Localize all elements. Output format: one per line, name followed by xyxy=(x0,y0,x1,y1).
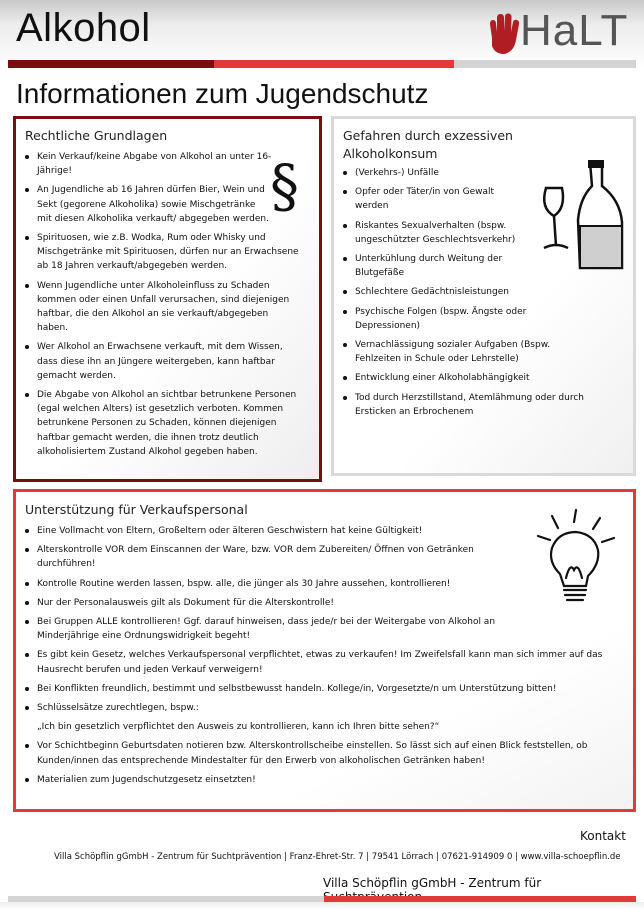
support-list xyxy=(24,524,624,792)
contact-heading: Kontakt xyxy=(580,829,626,843)
list-item: Wenn Jugendliche unter Alkoholeinfluss zu Schaden kommen oder einen Unfall verursachen, sind diejenigen haftbar, die den Alkohol an sie verkauft/abgegeben haben. xyxy=(24,279,302,336)
list-item: Alterskontrolle VOR dem Einscannen der Ware, bzw. VOR dem Zubereiten/ Öffnen von Getränken durchführen! xyxy=(24,543,507,571)
list-item: Tod durch Herzstillstand, Atemlähmung oder durch Ersticken an Erbrochenem xyxy=(342,391,615,419)
list-item: Schlechtere Gedächtnisleistungen xyxy=(342,285,592,299)
list-item: Opfer oder Täter/in von Gewalt werden xyxy=(342,185,505,213)
list-item: Spirituosen, wie z.B. Wodka, Rum oder Whisky und Mischgetränke mit Spirituosen, dürfen nur an Erwachsene ab 18 Jahren verkauft/abgegeben werden. xyxy=(24,231,302,274)
list-item: „Ich bin gesetzlich verpflichtet den Ausweis zu kontrollieren, kann ich Ihren bitte sehen?“ xyxy=(37,722,440,733)
list-item: Vor Schichtbeginn Geburtsdaten notieren bzw. Alterskontrollscheibe einstellen. So lässt sich auf einen Blick feststellen, ob Kunden/innen das entsprechende Mindestalter für den Erwerb von alkoholischen Getränken haben! xyxy=(24,739,624,767)
list-item: Eine Vollmacht von Eltern, Großeltern oder älteren Geschwistern hat keine Gültigkeit! xyxy=(24,524,624,538)
footer-org-name: Villa Schöpflin gGmbH - Zentrum für xyxy=(323,876,542,890)
legal-basis-list xyxy=(24,150,302,464)
legal-basis-title: Rechtliche Grundlagen xyxy=(25,128,168,143)
page-title: Alkohol xyxy=(16,6,151,50)
list-item: Kontrolle Routine werden lassen, bspw. alle, die jünger als 30 Jahre aussehen, kontrollieren! xyxy=(24,577,624,591)
list-item: Die Abgabe von Alkohol an sichtbar betrunkene Personen (egal welchen Alters) ist gesetzlich verboten. Kommen betrunkene Personen zu Schaden, können diejenigen haftbar gemacht werden, die ihnen trotz deutlich alkoholisiertem Zustand Alkohol gegeben haben. xyxy=(24,388,302,459)
list-item: Psychische Folgen (bspw. Ängste oder Depressionen) xyxy=(342,305,555,333)
header-bar-red xyxy=(214,60,454,68)
list-item: Kein Verkauf/keine Abgabe von Alkohol an unter 16-Jährige! xyxy=(24,150,272,178)
list-item: An Jugendliche ab 16 Jahren dürfen Bier, Wein und Sekt (gegorene Alkoholika) sowie Mischgetränke mit diesen Alkoholika verkauft/ abgegeben werden. xyxy=(24,183,272,226)
dangers-title: Gefahren durch exzessiven Alkoholkonsum xyxy=(343,128,513,161)
list-item: Vernachlässigung sozialer Aufgaben (Bspw. Fehlzeiten in Schule oder Lehrstelle) xyxy=(342,338,595,366)
support-title: Unterstützung für Verkaufspersonal xyxy=(25,502,248,517)
logo-text: HaLT xyxy=(520,6,629,55)
contact-address: Villa Schöpflin gGmbH - Zentrum für Suchtprävention | Franz-Ehret-Str. 7 | 79541 Lörrach | 07621-914909 0 | www.villa-schoepflin.de xyxy=(54,852,621,862)
list-item: Wer Alkohol an Erwachsene verkauft, mit dem Wissen, dass diese ihn an Jüngere weitergeben, kann haftbar gemacht werden. xyxy=(24,340,302,383)
page-header xyxy=(0,0,644,68)
list-item: Bei Gruppen ALLE kontrollieren! Ggf. darauf hinweisen, dass jede/r bei der Weitergabe von Alkohol an Minderjährige eine Ordnungswidrigkeit begeht! xyxy=(24,615,517,643)
page-subtitle: Informationen zum Jugendschutz xyxy=(16,78,429,109)
list-item: Materialien zum Jugendschutzgesetz einsetzten! xyxy=(24,773,624,787)
list-item: Bei Konflikten freundlich, bestimmt und selbstbewusst handeln. Kollege/in, Vorgesetzte/n um Unterstützung bitten! xyxy=(24,682,624,696)
list-item: (Verkehrs-) Unfälle xyxy=(342,166,592,180)
list-item: Entwicklung einer Alkoholabhängigkeit xyxy=(342,371,592,385)
footer-fade xyxy=(0,902,644,909)
halt-logo xyxy=(486,6,634,62)
header-bar-grey xyxy=(454,60,636,68)
list-item: Riskantes Sexualverhalten (bspw. ungeschützter Geschlechtsverkehr) xyxy=(342,219,535,247)
list-item: Es gibt kein Gesetz, welches Verkaufspersonal verpflichtet, etwas zu verkaufen! Im Zweifelsfall kann man sich immer auf das Hausrecht berufen und jeden Verkauf verweigern! xyxy=(24,648,624,676)
list-item: Nur der Personalausweis gilt als Dokument für die Alterskontrolle! xyxy=(24,596,624,610)
hand-icon xyxy=(486,12,522,56)
paragraph-icon: § xyxy=(270,152,299,220)
list-item: Unterkühlung durch Weitung der Blutgefäße xyxy=(342,252,535,280)
dangers-list xyxy=(342,166,592,424)
list-item: Schlüsselsätze zurechtlegen, bspw.: xyxy=(24,701,624,715)
header-bar-dark xyxy=(8,60,214,68)
